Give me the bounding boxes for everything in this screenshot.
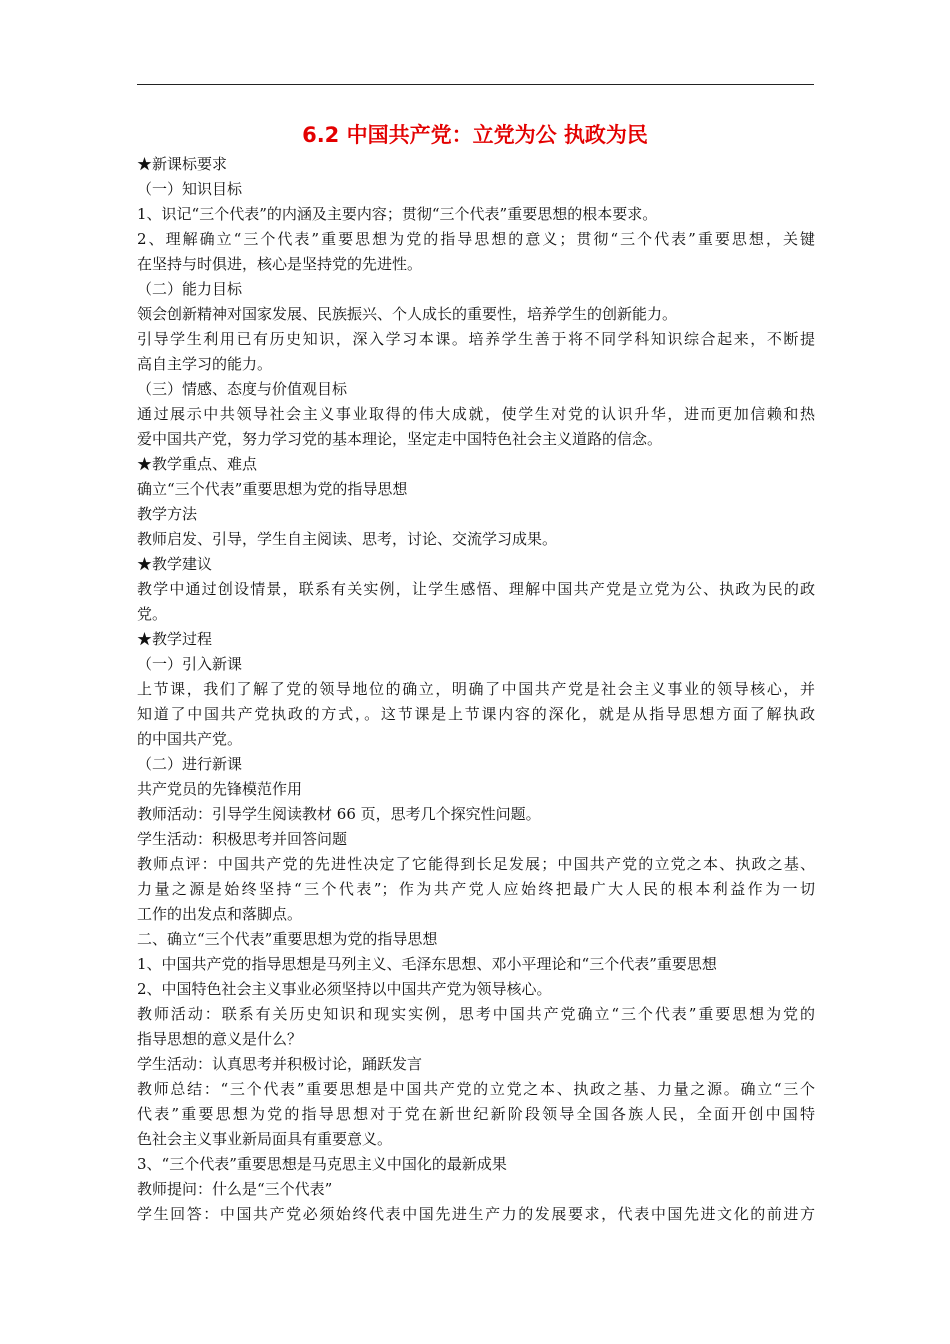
text-line: 共产党员的先锋模范作用 bbox=[137, 780, 303, 798]
text-line: （二）进行新课 bbox=[137, 755, 243, 773]
text-line: 上节课，我们了解了党的领导地位的确立，明确了中国共产党是社会主义事业的领导核心，并 bbox=[137, 680, 815, 698]
text-line: 教师启发、引导，学生自主阅读、思考，讨论、交流学习成果。 bbox=[137, 530, 558, 548]
text-line: （二）能力目标 bbox=[137, 280, 243, 298]
text-line: 色社会主义事业新局面具有重要意义。 bbox=[137, 1130, 393, 1148]
text-line: 在坚持与时俱进，核心是坚持党的先进性。 bbox=[137, 255, 423, 273]
text-line: 领会创新精神对国家发展、民族振兴、个人成长的重要性，培养学生的创新能力。 bbox=[137, 305, 678, 323]
text-line: 高自主学习的能力。 bbox=[137, 355, 273, 373]
text-line: 知道了中国共产党执政的方式，。这节课是上节课内容的深化，就是从指导思想方面了解执政 bbox=[137, 705, 815, 723]
text-line: 工作的出发点和落脚点。 bbox=[137, 905, 303, 923]
document-body bbox=[137, 152, 815, 1227]
text-line: 教师点评：中国共产党的先进性决定了它能得到长足发展；中国共产党的立党之本、执政之基、 bbox=[137, 855, 815, 873]
text-line: 学生活动：认真思考并积极讨论，踊跃发言 bbox=[137, 1055, 423, 1073]
text-line: 教学方法 bbox=[137, 505, 198, 523]
text-line: 教师活动：联系有关历史知识和现实实例，思考中国共产党确立“三个代表”重要思想为党的 bbox=[137, 1005, 815, 1023]
text-line: 力量之源是始终坚持“三个代表”；作为共产党人应始终把最广大人民的根本利益作为一切 bbox=[137, 880, 815, 898]
text-line: 学生活动：积极思考并回答问题 bbox=[137, 830, 348, 848]
document-title: 6.2 中国共产党：立党为公 执政为民 bbox=[302, 123, 648, 147]
text-line: 通过展示中共领导社会主义事业取得的伟大成就，使学生对党的认识升华，进而更加信赖和热 bbox=[137, 405, 815, 423]
text-line: 党。 bbox=[137, 605, 168, 623]
text-line: 3、“三个代表”重要思想是马克思主义中国化的最新成果 bbox=[137, 1155, 507, 1173]
header-rule bbox=[137, 84, 814, 85]
text-line: 二、确立“三个代表”重要思想为党的指导思想 bbox=[137, 930, 438, 948]
text-line: （一）知识目标 bbox=[137, 180, 243, 198]
text-line: 2、中国特色社会主义事业必须坚持以中国共产党为领导核心。 bbox=[137, 980, 552, 998]
text-line: 2、理解确立“三个代表”重要思想为党的指导思想的意义；贯彻“三个代表”重要思想，关键 bbox=[137, 230, 815, 248]
text-line: （三）情感、态度与价值观目标 bbox=[137, 380, 348, 398]
text-line: 教师活动：引导学生阅读教材 66 页，思考几个探究性问题。 bbox=[137, 805, 541, 823]
text-line: 教学中通过创设情景，联系有关实例，让学生感悟、理解中国共产党是立党为公、执政为民的政 bbox=[137, 580, 815, 598]
text-line: 1、中国共产党的指导思想是马列主义、毛泽东思想、邓小平理论和“三个代表”重要思想 bbox=[137, 955, 717, 973]
text-line: 指导思想的意义是什么？ bbox=[137, 1030, 303, 1048]
text-line: ★教学过程 bbox=[137, 630, 213, 648]
text-line: ★教学建议 bbox=[137, 555, 213, 573]
text-line: 代表”重要思想为党的指导思想对于党在新世纪新阶段领导全国各族人民，全面开创中国特 bbox=[137, 1105, 815, 1123]
text-line: 学生回答：中国共产党必须始终代表中国先进生产力的发展要求，代表中国先进文化的前进方 bbox=[137, 1205, 815, 1223]
text-line: 爱中国共产党，努力学习党的基本理论，坚定走中国特色社会主义道路的信念。 bbox=[137, 430, 663, 448]
text-line: ★教学重点、难点 bbox=[137, 455, 258, 473]
text-line: 教师提问：什么是“三个代表” bbox=[137, 1180, 333, 1198]
text-line: 教师总结：“三个代表”重要思想是中国共产党的立党之本、执政之基、力量之源。确立“三个 bbox=[137, 1080, 815, 1098]
text-line: 1、识记“三个代表”的内涵及主要内容；贯彻“三个代表”重要思想的根本要求。 bbox=[137, 205, 658, 223]
text-line: 确立“三个代表”重要思想为党的指导思想 bbox=[137, 480, 408, 498]
text-line: ★新课标要求 bbox=[137, 155, 228, 173]
text-line: 的中国共产党。 bbox=[137, 730, 243, 748]
text-line: 引导学生利用已有历史知识，深入学习本课。培养学生善于将不同学科知识综合起来，不断提 bbox=[137, 330, 815, 348]
text-line: （一）引入新课 bbox=[137, 655, 243, 673]
